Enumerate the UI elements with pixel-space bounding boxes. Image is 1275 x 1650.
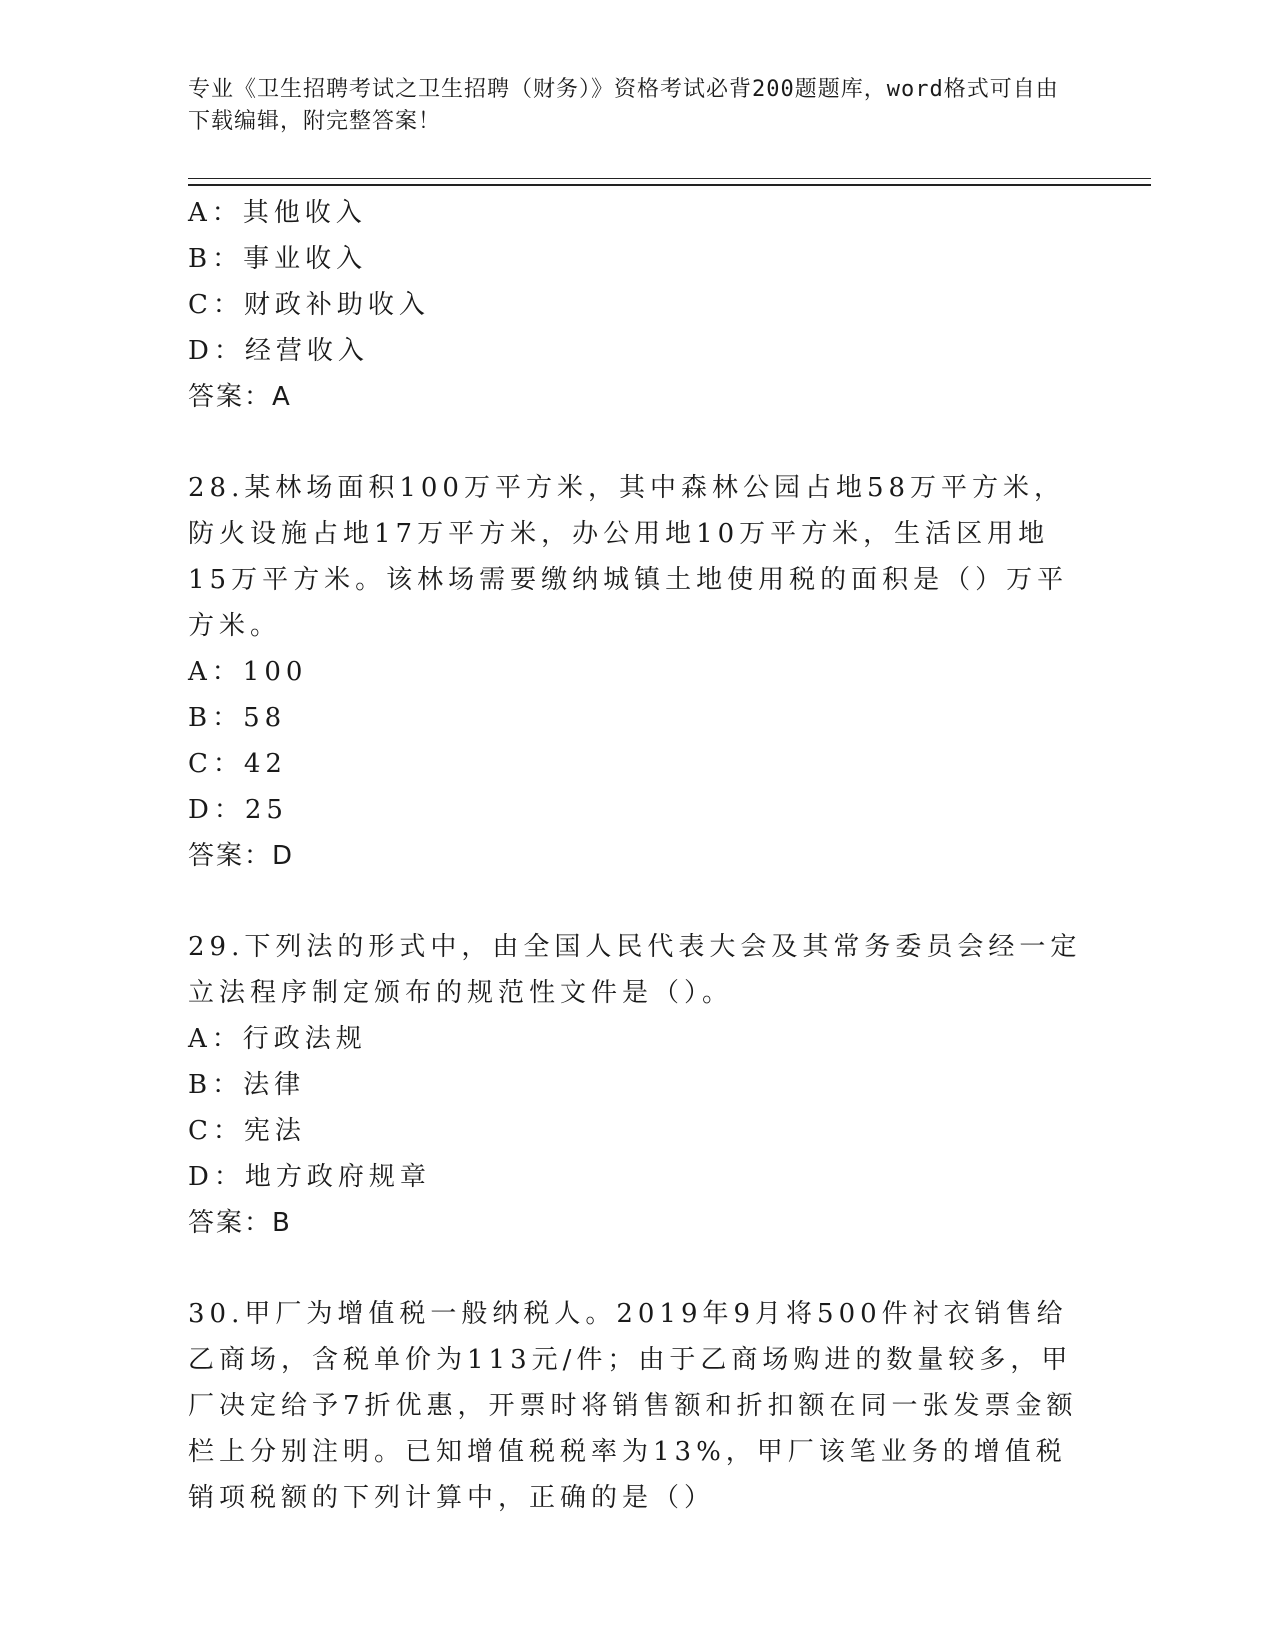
- option-d: D：经营收入: [188, 336, 369, 366]
- spacer: [188, 879, 1088, 924]
- answer-line: 答案：A: [188, 382, 292, 412]
- header-divider: [188, 178, 1151, 186]
- option-c: C：宪法: [188, 1116, 306, 1146]
- answer-line: 答案：D: [188, 841, 295, 871]
- option-b: B：事业收入: [188, 244, 368, 274]
- question-28: [188, 465, 1088, 879]
- option-a: A：100: [188, 657, 308, 687]
- question-30: [188, 1291, 1088, 1521]
- option-d: D：地方政府规章: [188, 1162, 431, 1192]
- question-stem: 29.下列法的形式中，由全国人民代表大会及其常务委员会经一定立法程序制定颁布的规范性文件是（）。: [188, 932, 1082, 1008]
- option-a: A：其他收入: [188, 198, 367, 228]
- question-29: [188, 924, 1088, 1246]
- question-stem: 28.某林场面积100万平方米，其中森林公园占地58万平方米，防火设施占地17万平方米，办公用地10万平方米，生活区用地15万平方米。该林场需要缴纳城镇土地使用税的面积是（）万平方米。: [188, 473, 1069, 641]
- option-b: B：法律: [188, 1070, 306, 1100]
- spacer: [188, 1246, 1088, 1291]
- option-a: A：行政法规: [188, 1024, 367, 1054]
- option-b: B：58: [188, 703, 287, 733]
- question-stem: 30.甲厂为增值税一般纳税人。2019年9月将500件衬衣销售给乙商场，含税单价为113元/件；由于乙商场购进的数量较多，甲厂决定给予7折优惠，开票时将销售额和折扣额在同一张发票金额栏上分别注明。已知增值税税率为13%，甲厂该笔业务的增值税销项税额的下列计算中，正确的是（）: [188, 1299, 1078, 1513]
- document-body: [188, 190, 1088, 1521]
- document-header: 专业《卫生招聘考试之卫生招聘（财务）》资格考试必背200题题库，word格式可自由下载编辑，附完整答案！: [188, 77, 1059, 134]
- question-27-tail: [188, 190, 1088, 420]
- option-c: C：财政补助收入: [188, 290, 430, 320]
- answer-line: 答案：B: [188, 1208, 292, 1238]
- option-d: D：25: [188, 795, 288, 825]
- spacer: [188, 420, 1088, 465]
- option-c: C：42: [188, 749, 287, 779]
